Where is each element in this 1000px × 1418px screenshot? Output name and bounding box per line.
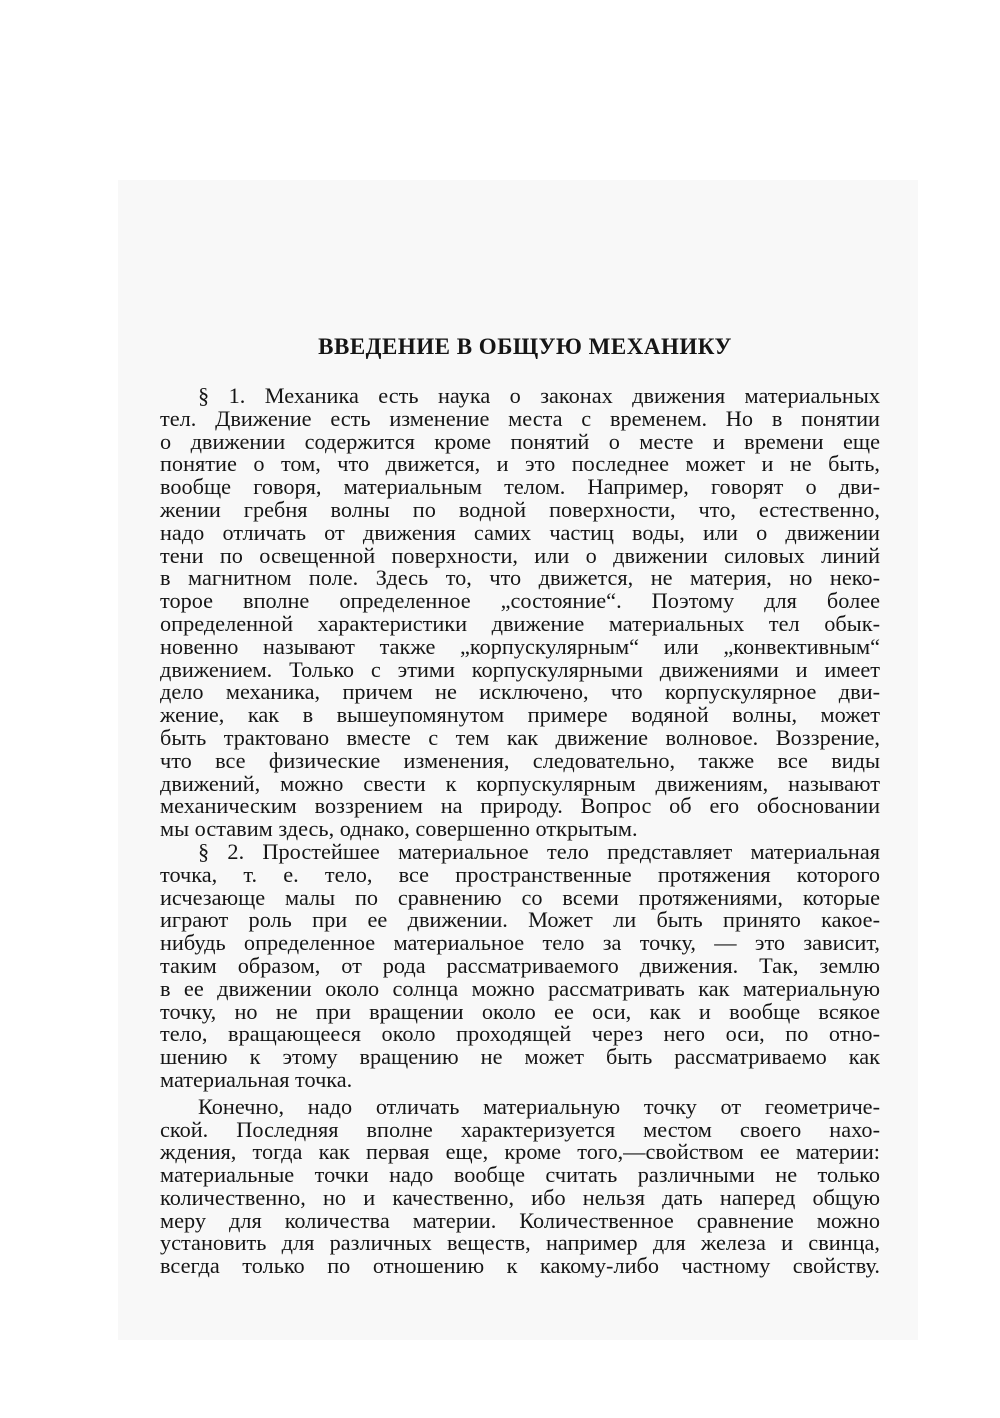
- text-line: установить для различных веществ, например для железа и свинца,: [160, 1230, 880, 1256]
- text-line: в ее движении около солнца можно рассматривать как материальную: [160, 975, 880, 1001]
- text-line: ждения, тогда как первая еще, кроме того,—свойством ее материи:: [160, 1139, 880, 1165]
- text-line: всегда только по отношению к какому-либо частному свойству.: [160, 1253, 880, 1279]
- text-line: в магнитном поле. Здесь то, что движется, не материя, но неко-: [160, 565, 880, 591]
- text-line: количественно, но и качественно, ибо нельзя дать наперед общую: [160, 1184, 880, 1210]
- text-line: ской. Последняя вполне характеризуется местом своего нахо-: [160, 1116, 880, 1142]
- section-title: ВВЕДЕНИЕ В ОБЩУЮ МЕХАНИКУ: [318, 334, 732, 359]
- paragraph-2: [160, 838, 880, 1092]
- text-line: жение, как в вышеупомянутом примере водяной волны, может: [160, 702, 880, 728]
- document-page: [160, 334, 880, 1278]
- text-line: тел. Движение есть изменение места с временем. Но в понятии: [160, 405, 880, 431]
- text-line: о движении содержится кроме понятий о месте и времени еще: [160, 428, 880, 454]
- text-line: материальная точка.: [160, 1066, 353, 1092]
- text-line: понятие о том, что движется, и это последнее может и не быть,: [160, 451, 880, 477]
- text-line: новенно называют также „корпускулярным“ или „конвективным“: [160, 633, 880, 659]
- text-line: определенной характеристики движение материальных тел обык-: [160, 610, 880, 636]
- text-line: торое вполне определенное „состояние“. Поэтому для более: [160, 588, 880, 614]
- text-line: играют роль при ее движении. Может ли быть принято какое-: [160, 907, 880, 933]
- text-line: движением. Только с этими корпускулярными движениями и имеет: [160, 656, 880, 682]
- text-line: надо отличать от движения самих частиц воды, или о движении: [160, 519, 880, 545]
- text-line: точку, но не при вращении около ее оси, как и вообще всякое: [160, 998, 880, 1024]
- text-line: механическим воззрением на природу. Вопрос об его обосновании: [160, 793, 880, 819]
- text-line: тени по освещенной поверхности, или о движении силовых линий: [160, 542, 880, 568]
- text-line: материальные точки надо вообще считать различными не только: [160, 1162, 880, 1188]
- text-line: меру для количества материи. Количественное сравнение можно: [160, 1207, 880, 1233]
- text-line: дело механика, причем не исключено, что корпускулярное дви-: [160, 679, 880, 705]
- text-line: таким образом, от рода рассматриваемого движения. Так, землю: [160, 952, 880, 978]
- text-line: быть трактовано вместе с тем как движение волновое. Воззрение,: [160, 724, 880, 750]
- paragraph-3: [160, 1093, 880, 1279]
- text-line: тело, вращающееся около проходящей через него оси, по отно-: [160, 1021, 880, 1047]
- text-line: Конечно, надо отличать материальную точку от геометриче-: [198, 1093, 880, 1119]
- paragraph-1: [160, 385, 880, 841]
- text-line: § 2. Простейшее материальное тело представляет материальная: [198, 838, 880, 864]
- text-line: что все физические изменения, следовательно, также все виды: [160, 747, 880, 773]
- text-line: жении гребня волны по водной поверхности, что, естественно,: [160, 496, 880, 522]
- text-line: исчезающе малы по сравнению со всеми протяжениями, которые: [160, 884, 880, 910]
- text-line: нибудь определенное материальное тело за точку, — это зависит,: [160, 930, 880, 956]
- text-line: § 1. Механика есть наука о законах движения материальных: [198, 383, 880, 408]
- text-line: точка, т. е. тело, все пространственные протяжения которого: [160, 861, 880, 887]
- text-line: мы оставим здесь, однако, совершенно открытым.: [160, 816, 638, 842]
- text-line: шению к этому вращению не может быть рассматриваемо как: [160, 1044, 880, 1070]
- text-line: вообще говоря, материальным телом. Например, говорят о дви-: [160, 474, 880, 500]
- text-line: движений, можно свести к корпускулярным движениям, называют: [160, 770, 880, 796]
